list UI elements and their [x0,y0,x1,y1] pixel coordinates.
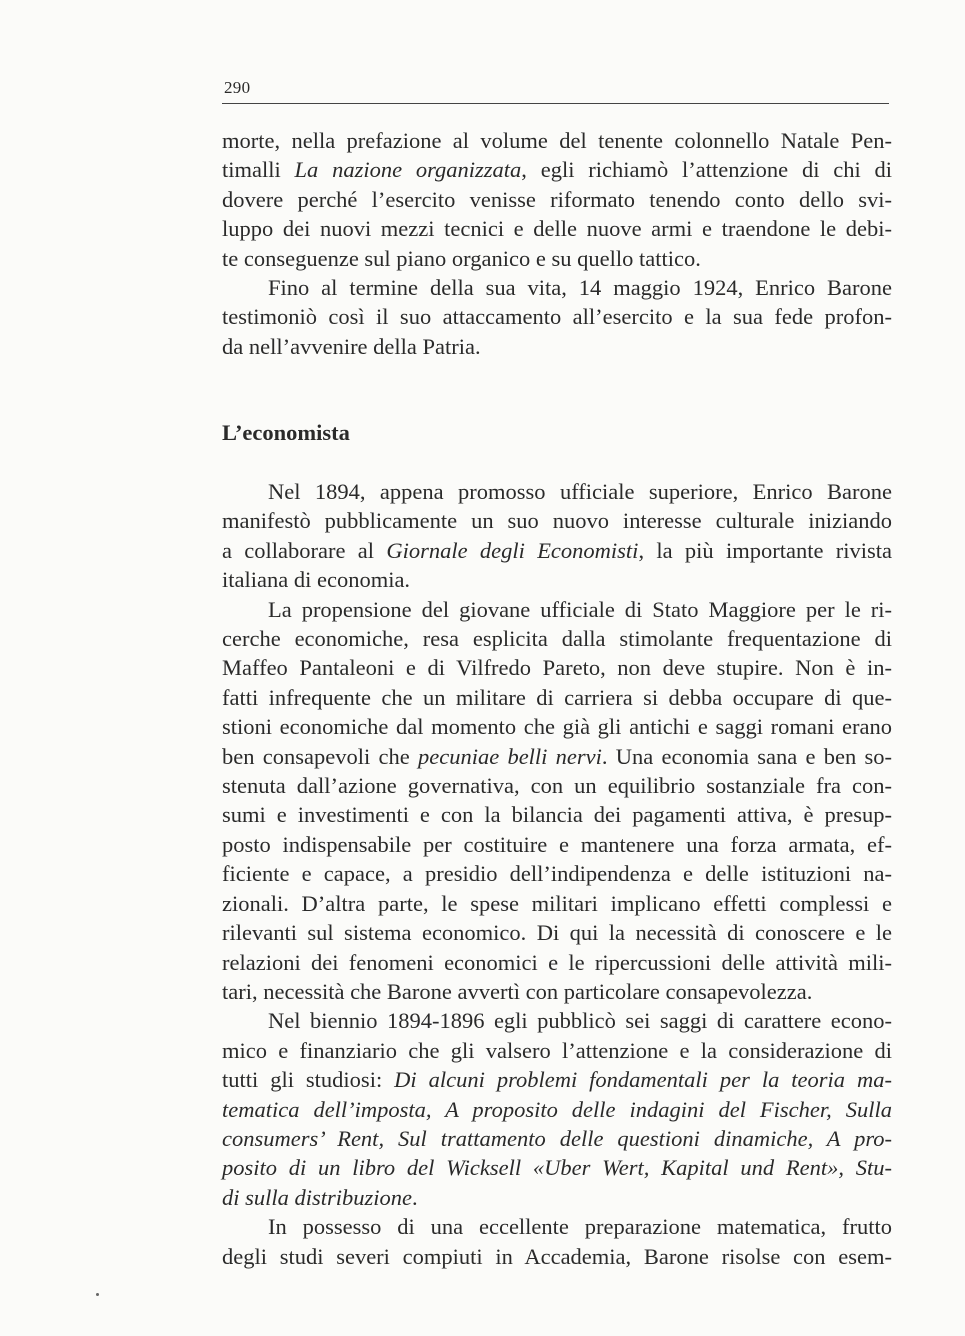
text-line [222,800,892,829]
page-number: 290 [224,78,251,97]
text-line [222,771,892,800]
text-run: . [412,1184,418,1210]
text-line [222,185,892,214]
text-run: dovere perché l’esercito venisse riformato tenendo conto dello svi- [222,186,892,212]
text-line [222,273,892,302]
text-run: mico e finanziario che gli valsero l’attenzione e la considerazione di [222,1037,892,1063]
text-line [222,565,892,594]
text-run: zionali. D’altra parte, le spese militari implicano effetti complessi e [222,890,892,916]
section-heading: L’economista [222,420,350,445]
text-line [222,948,892,977]
text-run: In possesso di una eccellente preparazione matematica, frutto [268,1214,892,1240]
text-run: fatti infrequente che un militare di carriera si debba occupare di que- [222,684,892,710]
italic-text: Giornale degli Economisti [386,537,639,563]
text-run: luppo dei nuovi mezzi tecnici e delle nuove armi e traendone le debi- [222,216,892,242]
italic-text: posito di un libro del Wicksell «Uber Wert, Kapital und Rent», Stu- [222,1155,892,1181]
text-line [222,155,892,184]
text-run: Maffeo Pantaleoni e di Vilfredo Pareto, non deve stupire. Non è in- [222,655,892,681]
text-line [222,536,892,565]
text-line [222,214,892,243]
text-line [222,1212,892,1241]
text-run: relazioni dei fenomeni economici e le ripercussioni delle attività mili- [222,949,892,975]
scan-speck [96,1293,99,1296]
text-run: cerche economiche, resa esplicita dalla stimolante frequentazione di [222,626,892,652]
text-run: stenuta dall’azione governativa, con un equilibrio sostanziale fra con- [222,773,892,799]
text-line [222,595,892,624]
text-line [222,683,892,712]
italic-text: consumers’ Rent, Sul trattamento delle questioni dinamiche, A pro- [222,1125,892,1151]
text-line [222,477,892,506]
text-line [222,1036,892,1065]
text-line [222,889,892,918]
text-run: La propensione del giovane ufficiale di Stato Maggiore per le ri- [268,596,892,622]
text-line [222,742,892,771]
text-block-1 [222,126,892,361]
text-line [222,302,892,331]
text-run: Nel biennio 1894-1896 egli pubblicò sei saggi di carattere econo- [268,1008,892,1034]
text-run: , la più importante rivista [638,537,892,563]
text-run: tutti gli studiosi: [222,1067,395,1093]
italic-text: di sulla distribuzione [222,1184,413,1210]
text-run: morte, nella prefazione al volume del tenente colonnello Natale Pen- [222,128,892,153]
text-run: italiana di economia. [222,567,411,593]
text-line [222,1242,892,1271]
text-run: timalli [222,157,295,183]
text-line [222,977,892,1006]
text-run: sumi e investimenti e con la bilancia dei pagamenti attiva, è presup- [222,802,892,828]
text-run: Fino al termine della sua vita, 14 maggio 1924, Enrico Barone [268,275,892,301]
text-run: degli studi severi compiuti in Accademia, Barone risolse con esem- [222,1243,892,1269]
text-line [222,1153,892,1182]
text-run: ficiente e capace, a presidio dell’indipendenza e delle istituzioni na- [222,861,892,887]
text-run: , egli richiamò l’attenzione di chi di [521,157,892,183]
text-run: a collaborare al [222,537,387,563]
text-run: . Una economia sana e ben so- [601,743,892,769]
italic-text: Di alcuni problemi fondamentali per la teoria ma- [394,1067,892,1093]
text-run: ben consapevoli che [222,743,418,769]
text-line [222,332,892,361]
text-line [222,506,892,535]
text-run: Nel 1894, appena promosso ufficiale superiore, Enrico Barone [268,479,892,504]
text-line [222,1183,892,1212]
text-line [222,1095,892,1124]
text-run: manifestò pubblicamente un suo nuovo interesse culturale iniziando [222,508,892,534]
text-run: rilevanti sul sistema economico. Di qui la necessità di conoscere e le [222,920,892,946]
text-run: testimoniò così il suo attaccamento all’esercito e la sua fede profon- [222,304,892,330]
header-rule [222,103,889,104]
text-run: stioni economiche dal momento che già gli antichi e saggi romani erano [222,714,892,740]
text-run: te conseguenze sul piano organico e su quello tattico. [222,245,701,271]
text-line [222,1065,892,1094]
text-line [222,830,892,859]
text-run: tari, necessità che Barone avvertì con particolare consapevolezza. [222,978,813,1004]
text-line [222,712,892,741]
italic-text: La nazione organizzata [294,157,522,183]
text-line [222,624,892,653]
text-line [222,1124,892,1153]
text-line [222,244,892,273]
italic-text: tematica dell’imposta, A proposito delle indagini del Fischer, Sulla [222,1096,892,1122]
text-line [222,653,892,682]
text-run: da nell’avvenire della Patria. [222,333,481,359]
text-line [222,859,892,888]
italic-text: pecuniae belli nervi [417,743,602,769]
text-line [222,126,892,155]
text-run: posto indispensabile per costituire e mantenere una forza armata, ef- [222,831,892,857]
text-line [222,918,892,947]
text-line [222,1006,892,1035]
text-block-2 [222,477,892,1271]
